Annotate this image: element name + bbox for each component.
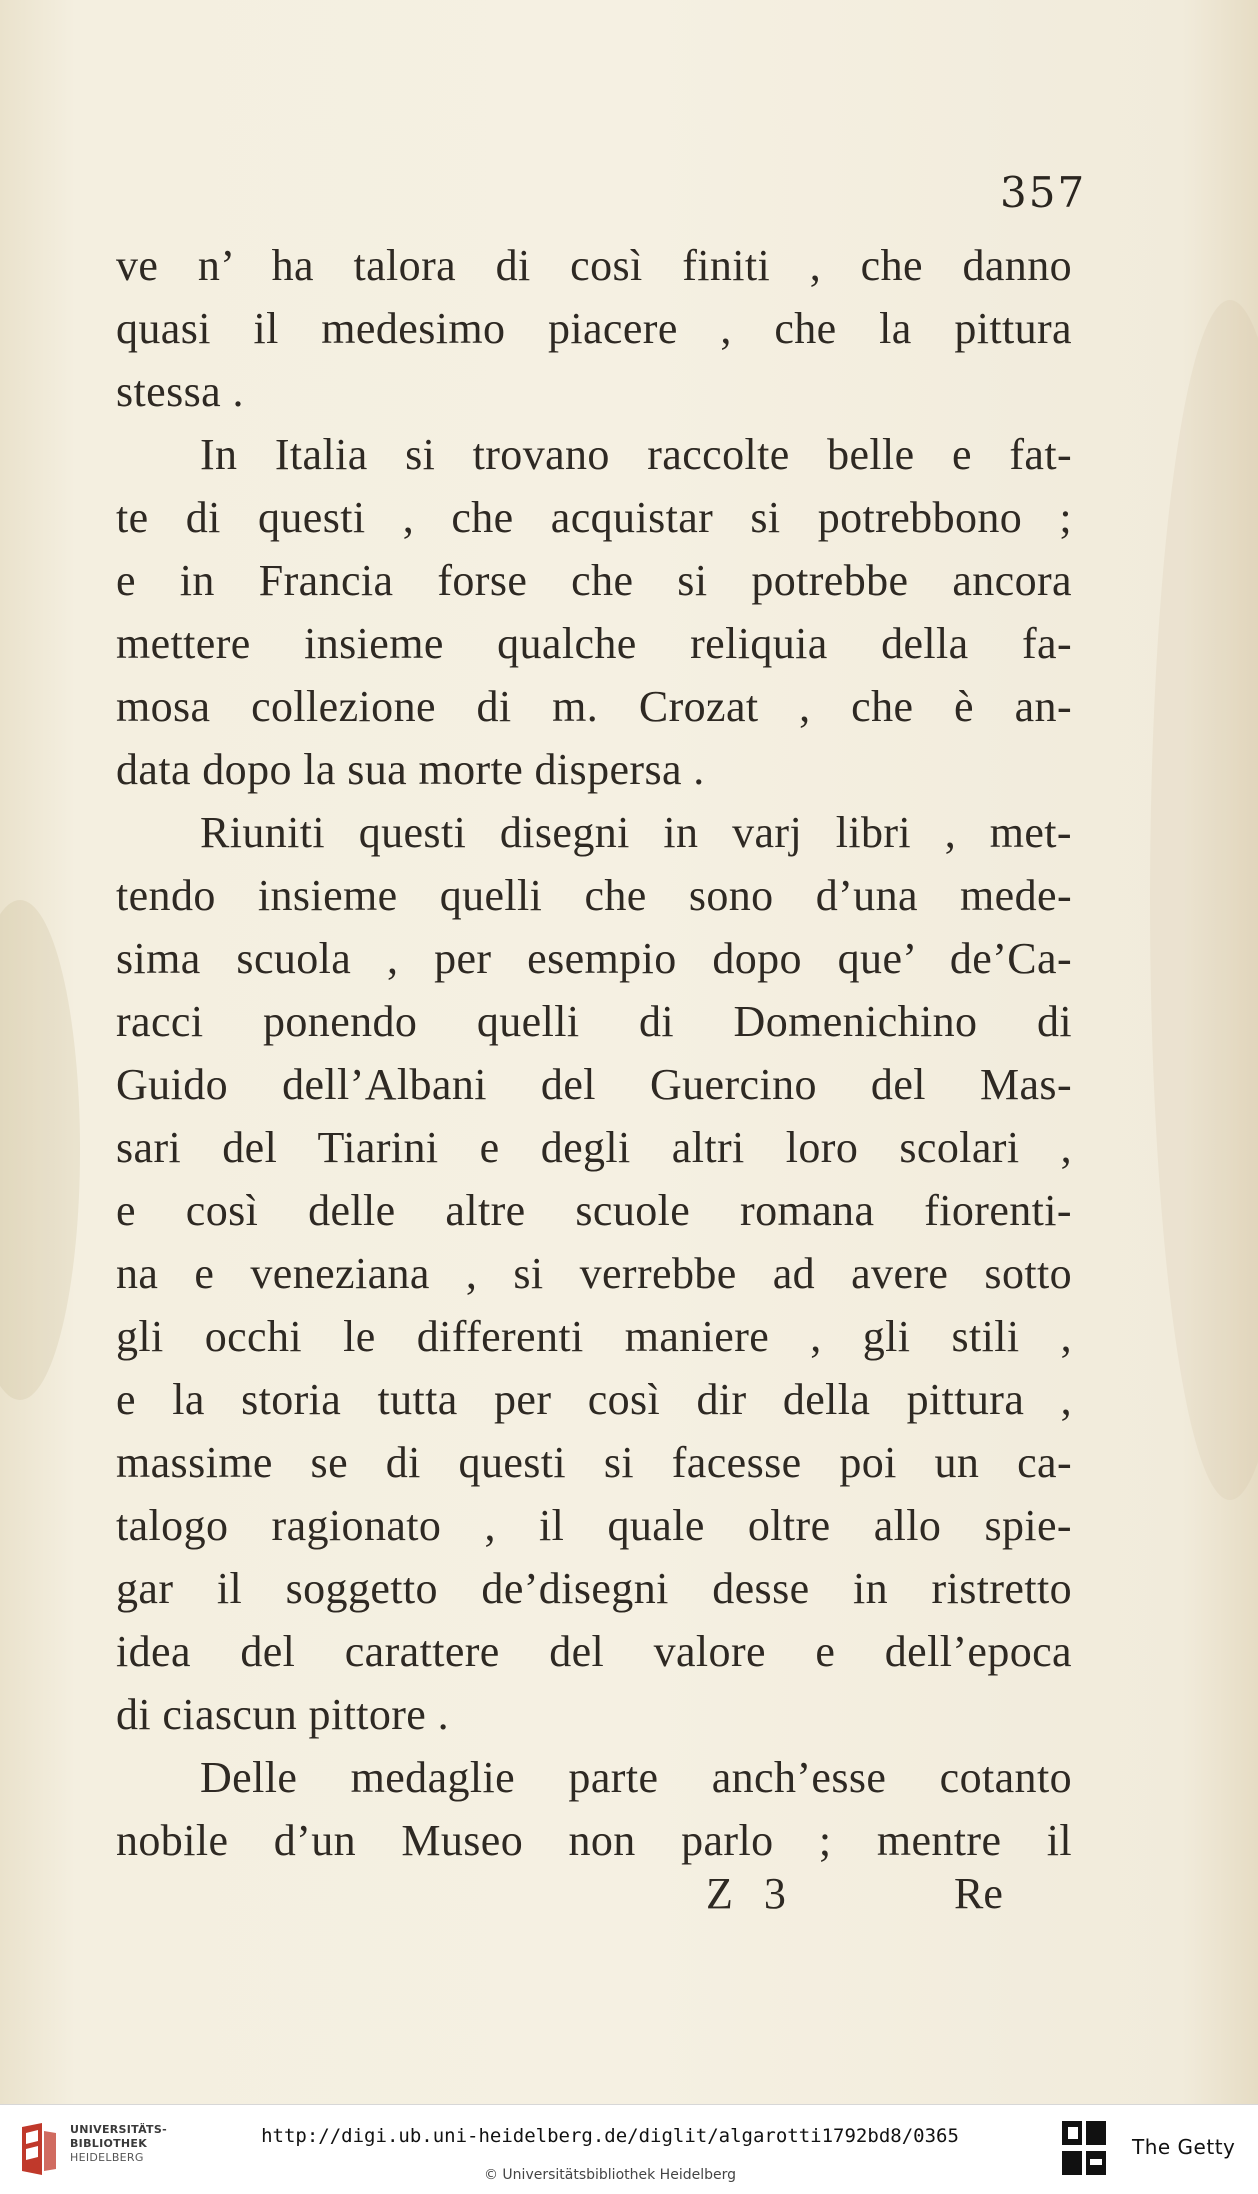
library-name-line: HEIDELBERG bbox=[70, 2151, 144, 2164]
text-line: nobile d’un Museo non parlo ; mentre il bbox=[116, 1816, 1072, 1865]
text-line: sari del Tiarini e degli altri loro scolari , bbox=[116, 1123, 1072, 1172]
copyright-text: © Universitätsbibliothek Heidelberg bbox=[483, 2167, 736, 2183]
footer-bar bbox=[0, 2104, 1258, 2194]
university-library-logo-icon[interactable] bbox=[12, 2119, 64, 2179]
library-name[interactable] bbox=[70, 2123, 167, 2165]
text-line: mosa collezione di m. Crozat , che è an- bbox=[116, 682, 1072, 731]
text-line: e in Francia forse che si potrebbe ancora bbox=[116, 556, 1072, 605]
text-line: In Italia si trovano raccolte belle e fat- bbox=[200, 430, 1072, 479]
text-line: gar il soggetto de’disegni desse in ristretto bbox=[116, 1564, 1072, 1613]
text-line: Guido dell’Albani del Guercino del Mas- bbox=[116, 1060, 1072, 1109]
text-line: na e veneziana , si verrebbe ad avere sotto bbox=[116, 1249, 1072, 1298]
document-url-link[interactable]: http://digi.ub.uni-heidelberg.de/diglit/algarotti1792bd8/0365 bbox=[261, 2125, 959, 2147]
catchword: Re bbox=[954, 1869, 1003, 1918]
text-line: e così delle altre scuole romana fiorenti- bbox=[116, 1186, 1072, 1235]
paper-stain bbox=[1150, 300, 1258, 1500]
text-line: talogo ragionato , il quale oltre allo spie- bbox=[116, 1501, 1072, 1550]
library-name-line: UNIVERSITÄTS- bbox=[70, 2123, 167, 2136]
text-line: te di questi , che acquistar si potrebbono ; bbox=[116, 493, 1072, 542]
text-line: ve n’ ha talora di così finiti , che danno bbox=[116, 241, 1072, 290]
text-line: sima scuola , per esempio dopo que’ de’Ca- bbox=[116, 934, 1072, 983]
text-line: massime se di questi si facesse poi un ca- bbox=[116, 1438, 1072, 1487]
text-line: di ciascun pittore . bbox=[116, 1690, 450, 1739]
text-line: quasi il medesimo piacere , che la pittura bbox=[116, 304, 1072, 353]
page-number: 357 bbox=[1000, 168, 1087, 217]
text-line: stessa . bbox=[116, 367, 244, 416]
text-line: e la storia tutta per così dir della pittura , bbox=[116, 1375, 1072, 1424]
text-line: racci ponendo quelli di Domenichino di bbox=[116, 997, 1072, 1046]
library-name-line: BIBLIOTHEK bbox=[70, 2137, 148, 2150]
paper-stain bbox=[0, 900, 80, 1400]
text-line: mettere insieme qualche reliquia della fa- bbox=[116, 619, 1072, 668]
text-line: idea del carattere del valore e dell’epoca bbox=[116, 1627, 1072, 1676]
catchwords-row bbox=[0, 1868, 1258, 1931]
body-text bbox=[116, 234, 1072, 1872]
text-line: Riuniti questi disegni in varj libri , met- bbox=[200, 808, 1072, 857]
text-line: Delle medaglie parte anch’esse cotanto bbox=[200, 1753, 1072, 1802]
getty-logo-icon[interactable] bbox=[1060, 2119, 1108, 2179]
text-line: data dopo la sua morte dispersa . bbox=[116, 745, 705, 794]
text-line: tendo insieme quelli che sono d’una mede- bbox=[116, 871, 1072, 920]
partner-name[interactable]: The Getty bbox=[1132, 2135, 1236, 2159]
text-line: gli occhi le differenti maniere , gli stili , bbox=[116, 1312, 1072, 1361]
signature-mark: Z 3 bbox=[706, 1869, 796, 1918]
